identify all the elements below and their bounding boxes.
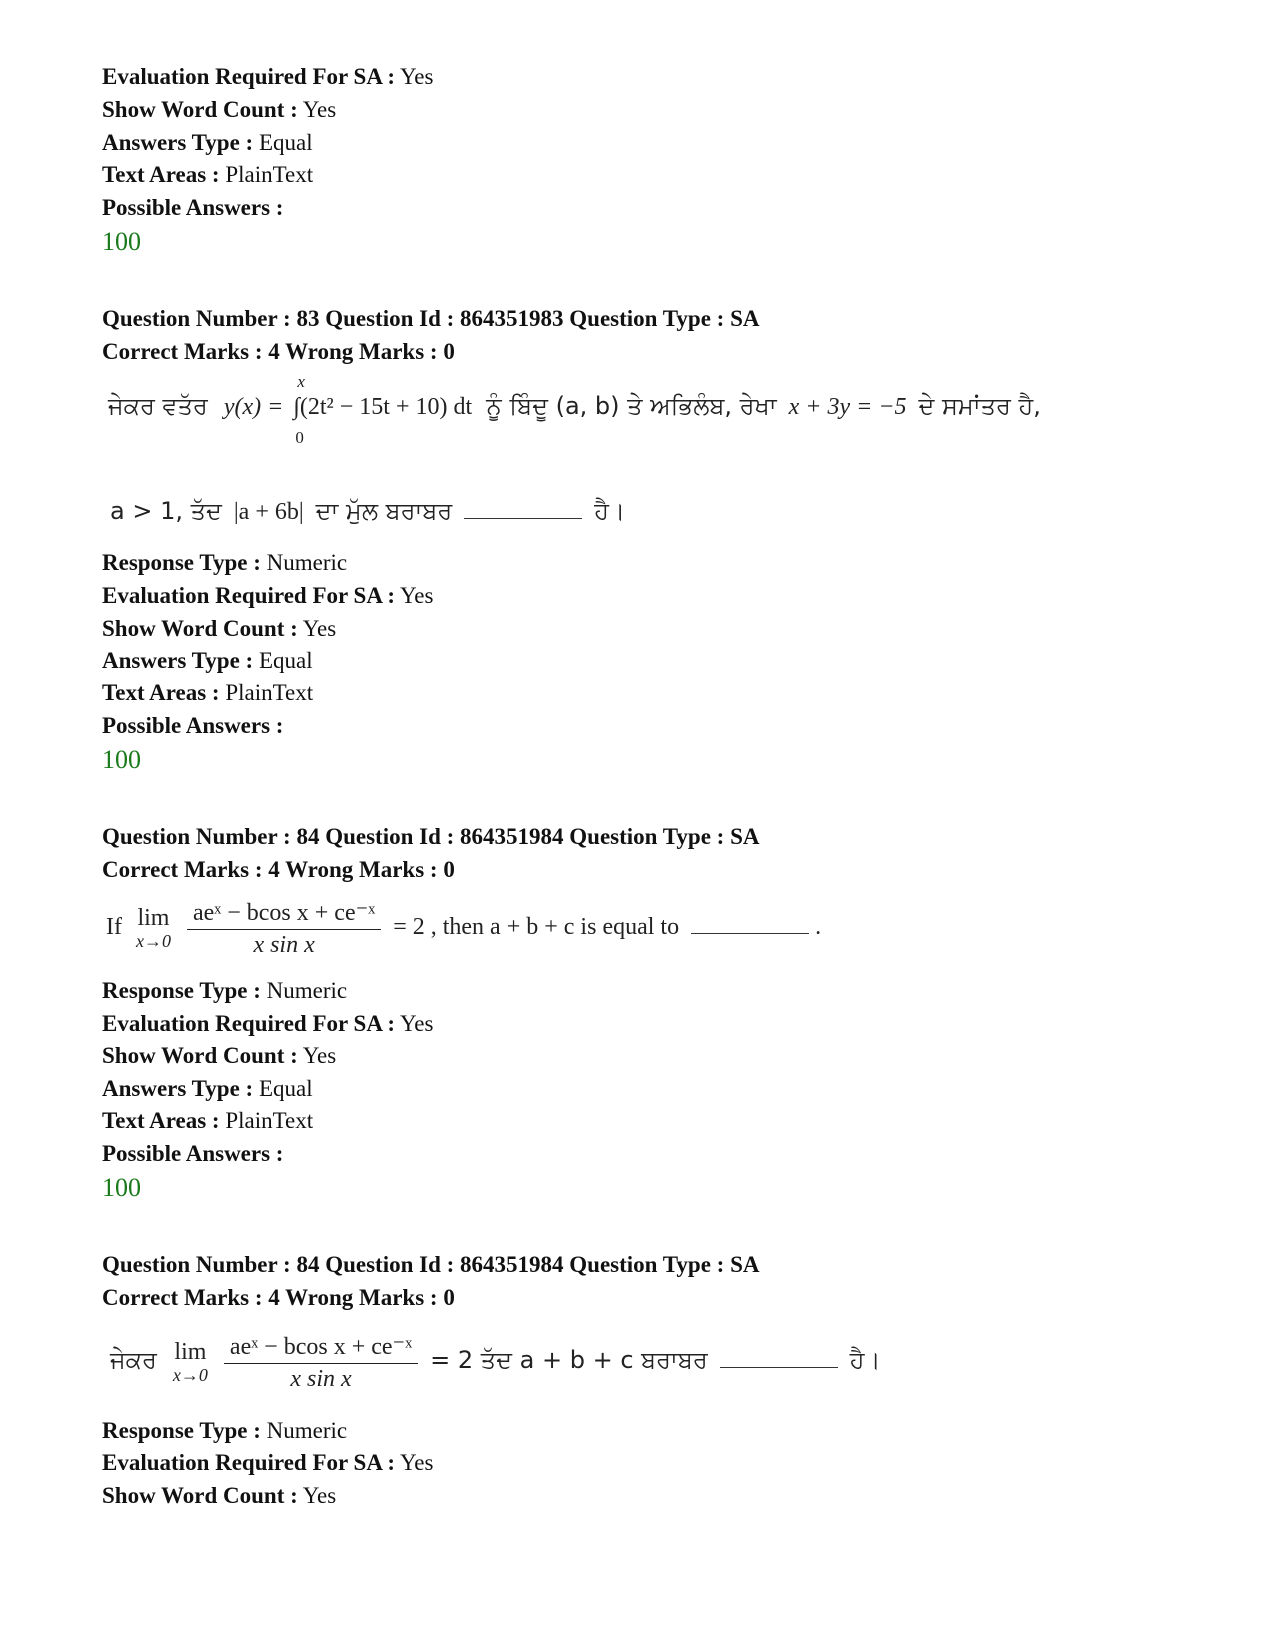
math-prefix: ਜੇਕਰ ਵਤੱਰ: [108, 392, 208, 420]
text-areas-row: [102, 160, 313, 190]
evaluation-required-label: Evaluation Required For SA :: [102, 64, 396, 89]
question-83-text-line-2: [110, 497, 625, 526]
answers-type-value: Equal: [258, 130, 313, 155]
evaluation-required-value: Yes: [400, 1450, 434, 1475]
integral-lower-limit: 0: [295, 428, 304, 447]
answers-type-value: Equal: [258, 648, 313, 673]
text-areas-row: [102, 1106, 313, 1136]
math-end: ਹੈ।: [849, 1346, 881, 1375]
possible-answers-row: [102, 193, 283, 223]
show-word-count-value: Yes: [302, 1483, 337, 1508]
response-type-value: Numeric: [266, 550, 348, 575]
evaluation-required-label: Evaluation Required For SA :: [102, 583, 396, 608]
response-type-label: Response Type :: [102, 1418, 261, 1443]
text-areas-row: [102, 678, 313, 708]
evaluation-required-value: Yes: [400, 583, 434, 608]
math-prefix: If: [106, 914, 122, 941]
answer-blank: [691, 913, 809, 934]
text-areas-label: Text Areas :: [102, 162, 220, 187]
possible-answers-label: Possible Answers :: [102, 1141, 284, 1166]
lim-text: lim: [174, 1339, 207, 1366]
question-marks: Correct Marks : 4 Wrong Marks : 0: [102, 857, 455, 882]
evaluation-required-value: Yes: [400, 1011, 434, 1036]
show-word-count-value: Yes: [302, 616, 337, 641]
text-areas-label: Text Areas :: [102, 680, 220, 705]
possible-answers-row: [102, 711, 283, 741]
integral-upper-limit: x: [297, 372, 305, 391]
response-type-label: Response Type :: [102, 550, 261, 575]
response-type-label: Response Type :: [102, 978, 261, 1003]
response-type-value: Numeric: [266, 978, 348, 1003]
response-type-value: Numeric: [266, 1418, 348, 1443]
math-prefix: ਜੇਕਰ: [110, 1346, 157, 1375]
line-equation: x + 3y = −5: [788, 394, 907, 420]
answers-type-label: Answers Type :: [102, 1076, 254, 1101]
question-83-text-line-1: [108, 372, 1041, 464]
text-areas-label: Text Areas :: [102, 1108, 220, 1133]
response-type-row: [102, 976, 347, 1006]
question-marks: Correct Marks : 4 Wrong Marks : 0: [102, 339, 455, 364]
limit-fraction: [187, 898, 381, 959]
math-line2-end: ਹੈ।: [594, 497, 626, 525]
answer-blank: [720, 1347, 838, 1368]
evaluation-required-value: Yes: [400, 64, 434, 89]
answers-type-label: Answers Type :: [102, 648, 254, 673]
math-line2-text: ਦਾ ਮੁੱਲ ਬਰਾਬਰ: [315, 497, 453, 525]
question-84-punjabi-limit-expression: [110, 1332, 881, 1393]
answers-type-row: [102, 646, 313, 676]
limit-operator: [173, 1339, 208, 1385]
answers-type-row: [102, 1074, 313, 1104]
math-suffix: ਦੇ ਸਮਾਂਤਰ ਹੈ,: [918, 392, 1041, 420]
integrand: ∫(2t² − 15t + 10) dt: [293, 394, 473, 420]
lim-text: lim: [137, 905, 170, 932]
show-word-count-label: Show Word Count :: [102, 1043, 298, 1068]
text-areas-value: PlainText: [225, 680, 314, 705]
answers-type-row: [102, 128, 313, 158]
possible-answers-row: [102, 1139, 283, 1169]
response-type-row: [102, 1416, 347, 1446]
evaluation-required-label: Evaluation Required For SA :: [102, 1450, 396, 1475]
question-header: Question Number : 84 Question Id : 864351984 Question Type : SA: [102, 824, 760, 849]
show-word-count-value: Yes: [302, 1043, 337, 1068]
limit-fraction: [224, 1332, 418, 1393]
math-line2-prefix: a > 1, ਤੱਦ: [110, 497, 222, 525]
lim-subscript: x→0: [135, 930, 171, 951]
math-mid-text: ਨੂੰ ਬਿੰਦੂ (a, b) ਤੇ ਅਭਿਲੰਬ, ਰੇਖਾ: [486, 392, 777, 420]
evaluation-required-label: Evaluation Required For SA :: [102, 1011, 396, 1036]
question-84-limit-expression: [106, 898, 821, 959]
show-word-count-row: [102, 95, 336, 125]
answers-type-label: Answers Type :: [102, 130, 254, 155]
possible-answer-value: 100: [102, 227, 141, 256]
math-rest: = 2 ਤੱਦ a + b + c ਬਰਾਬਰ: [430, 1346, 708, 1375]
show-word-count-label: Show Word Count :: [102, 97, 298, 122]
question-marks: Correct Marks : 4 Wrong Marks : 0: [102, 1285, 455, 1310]
evaluation-required-row: [102, 62, 433, 92]
math-rest: = 2 , then a + b + c is equal to: [393, 914, 680, 941]
evaluation-required-row: [102, 1009, 433, 1039]
math-lhs: y(x) =: [223, 394, 284, 420]
fraction-denominator: x sin x: [253, 932, 315, 958]
show-word-count-row: [102, 1481, 336, 1511]
show-word-count-row: [102, 1041, 336, 1071]
fraction-denominator: x sin x: [290, 1366, 352, 1392]
text-areas-value: PlainText: [225, 1108, 314, 1133]
answer-blank: [464, 498, 582, 519]
show-word-count-label: Show Word Count :: [102, 616, 298, 641]
fraction-numerator: aeˣ − bcos x + ce⁻ˣ: [187, 898, 381, 930]
fraction-numerator: aeˣ − bcos x + ce⁻ˣ: [224, 1332, 418, 1364]
possible-answers-label: Possible Answers :: [102, 713, 284, 738]
show-word-count-row: [102, 614, 336, 644]
integral-expression: [293, 372, 473, 447]
text-areas-value: PlainText: [225, 162, 314, 187]
response-type-row: [102, 548, 347, 578]
answers-type-value: Equal: [258, 1076, 313, 1101]
limit-operator: [136, 905, 171, 951]
lim-subscript: x→0: [172, 1364, 208, 1385]
question-header: Question Number : 84 Question Id : 864351984 Question Type : SA: [102, 1252, 760, 1277]
show-word-count-label: Show Word Count :: [102, 1483, 298, 1508]
question-header: Question Number : 83 Question Id : 864351983 Question Type : SA: [102, 306, 760, 331]
evaluation-required-row: [102, 581, 433, 611]
math-line2-expression: |a + 6b|: [233, 499, 304, 525]
possible-answer-value: 100: [102, 1173, 141, 1202]
possible-answer-value: 100: [102, 745, 141, 774]
evaluation-required-row: [102, 1448, 433, 1478]
possible-answers-label: Possible Answers :: [102, 195, 284, 220]
math-end: .: [815, 914, 822, 941]
show-word-count-value: Yes: [302, 97, 337, 122]
